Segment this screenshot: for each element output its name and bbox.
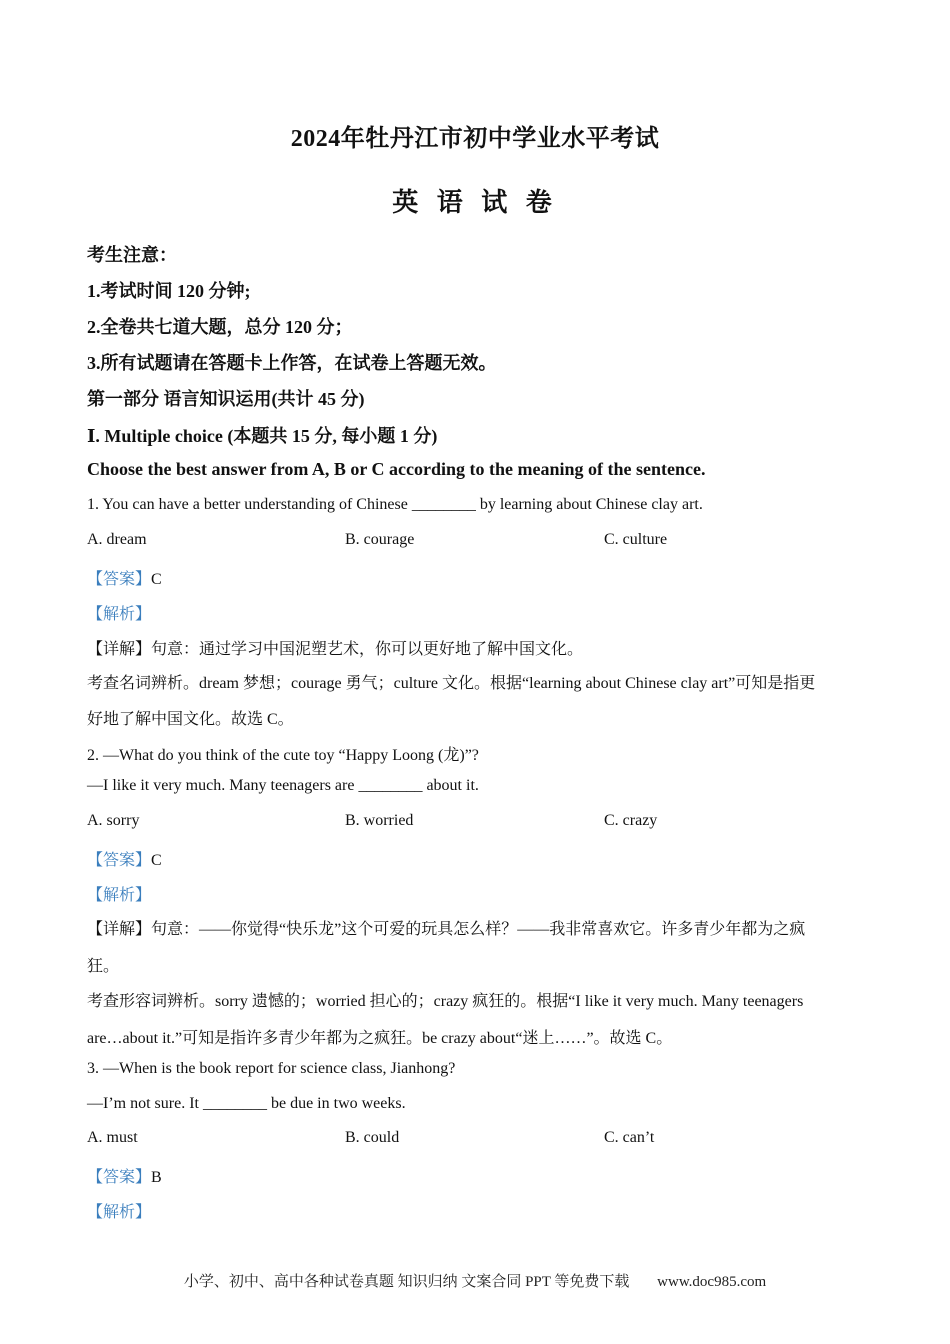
notice-heading: 考生注意： bbox=[87, 245, 177, 265]
explanation-line: 好地了解中国文化。故选 C。 bbox=[87, 711, 294, 728]
detail-tag: 【详解】 bbox=[87, 921, 152, 938]
explanation-line: 考查形容词辨析。sorry 遗憾的；worried 担心的；crazy 疯狂的。根据“I like it very much. Many teenagers bbox=[87, 993, 804, 1010]
option-b: B. worried bbox=[345, 812, 414, 829]
option-c: C. culture bbox=[604, 531, 668, 548]
answer-value: B bbox=[151, 1169, 162, 1186]
question-stem: —I’m not sure. It ________ be due in two weeks. bbox=[87, 1095, 406, 1112]
detail-tag: 【详解】 bbox=[87, 641, 152, 658]
answer-value: C bbox=[151, 852, 162, 869]
notice-item: 1.考试时间 120 分钟; bbox=[87, 281, 251, 301]
detail-text: 句意：——你觉得“快乐龙”这个可爱的玩具怎么样？——我非常喜欢它。许多青少年都为之疯 bbox=[151, 921, 806, 938]
detail-text: 句意：通过学习中国泥塑艺术，你可以更好地了解中国文化。 bbox=[151, 641, 584, 658]
detail-continuation: 狂。 bbox=[87, 958, 120, 975]
question-stem: 1. You can have a better understanding of Chinese ________ by learning about Chinese clay art. bbox=[87, 496, 703, 513]
answer-line bbox=[87, 1164, 162, 1187]
option-b: B. could bbox=[345, 1129, 400, 1146]
question-stem: —I like it very much. Many teenagers are ________ about it. bbox=[87, 777, 479, 794]
detail-line bbox=[87, 636, 583, 659]
answer-tag: 【答案】 bbox=[87, 852, 152, 869]
section-instruction: Choose the best answer from A, B or C according to the meaning of the sentence. bbox=[87, 459, 706, 479]
question-stem: 2. —What do you think of the cute toy “Happy Loong (龙)”? bbox=[87, 747, 479, 764]
analysis-tag: 【解析】 bbox=[87, 1204, 152, 1221]
part-heading: 第一部分 语言知识运用(共计 45 分) bbox=[87, 389, 365, 409]
question-stem: 3. —When is the book report for science class, Jianhong? bbox=[87, 1060, 456, 1077]
exam-subtitle: 英 语 试 卷 bbox=[392, 188, 558, 217]
section-title: Ⅰ. Multiple choice (本题共 15 分, 每小题 1 分) bbox=[87, 426, 438, 446]
analysis-tag: 【解析】 bbox=[87, 887, 152, 904]
footer-link[interactable]: www.doc985.com bbox=[657, 1274, 767, 1290]
option-a: A. sorry bbox=[87, 812, 140, 829]
footer-text: 小学、初中、高中各种试卷真题 知识归纳 文案合同 PPT 等免费下载 bbox=[183, 1274, 630, 1290]
page-footer bbox=[0, 1270, 950, 1291]
option-c: C. can’t bbox=[604, 1129, 655, 1146]
answer-value: C bbox=[151, 571, 162, 588]
answer-tag: 【答案】 bbox=[87, 1169, 152, 1186]
detail-line bbox=[87, 916, 805, 939]
analysis-tag: 【解析】 bbox=[87, 606, 152, 623]
explanation-line: 考查名词辨析。dream 梦想；courage 勇气；culture 文化。根据“learning about Chinese clay art”可知是指更 bbox=[87, 675, 816, 692]
exam-title: 2024年牡丹江市初中学业水平考试 bbox=[290, 126, 660, 152]
answer-tag: 【答案】 bbox=[87, 571, 152, 588]
option-c: C. crazy bbox=[604, 812, 658, 829]
notice-item: 3.所有试题请在答题卡上作答，在试卷上答题无效。 bbox=[87, 353, 497, 373]
option-a: A. dream bbox=[87, 531, 147, 548]
answer-line bbox=[87, 847, 162, 870]
notice-item: 2.全卷共七道大题，总分 120 分； bbox=[87, 317, 353, 337]
option-a: A. must bbox=[87, 1129, 138, 1146]
option-b: B. courage bbox=[345, 531, 415, 548]
explanation-line: are…about it.”可知是指许多青少年都为之疯狂。be crazy about“迷上……”。故选 C。 bbox=[87, 1030, 673, 1047]
answer-line bbox=[87, 566, 162, 589]
